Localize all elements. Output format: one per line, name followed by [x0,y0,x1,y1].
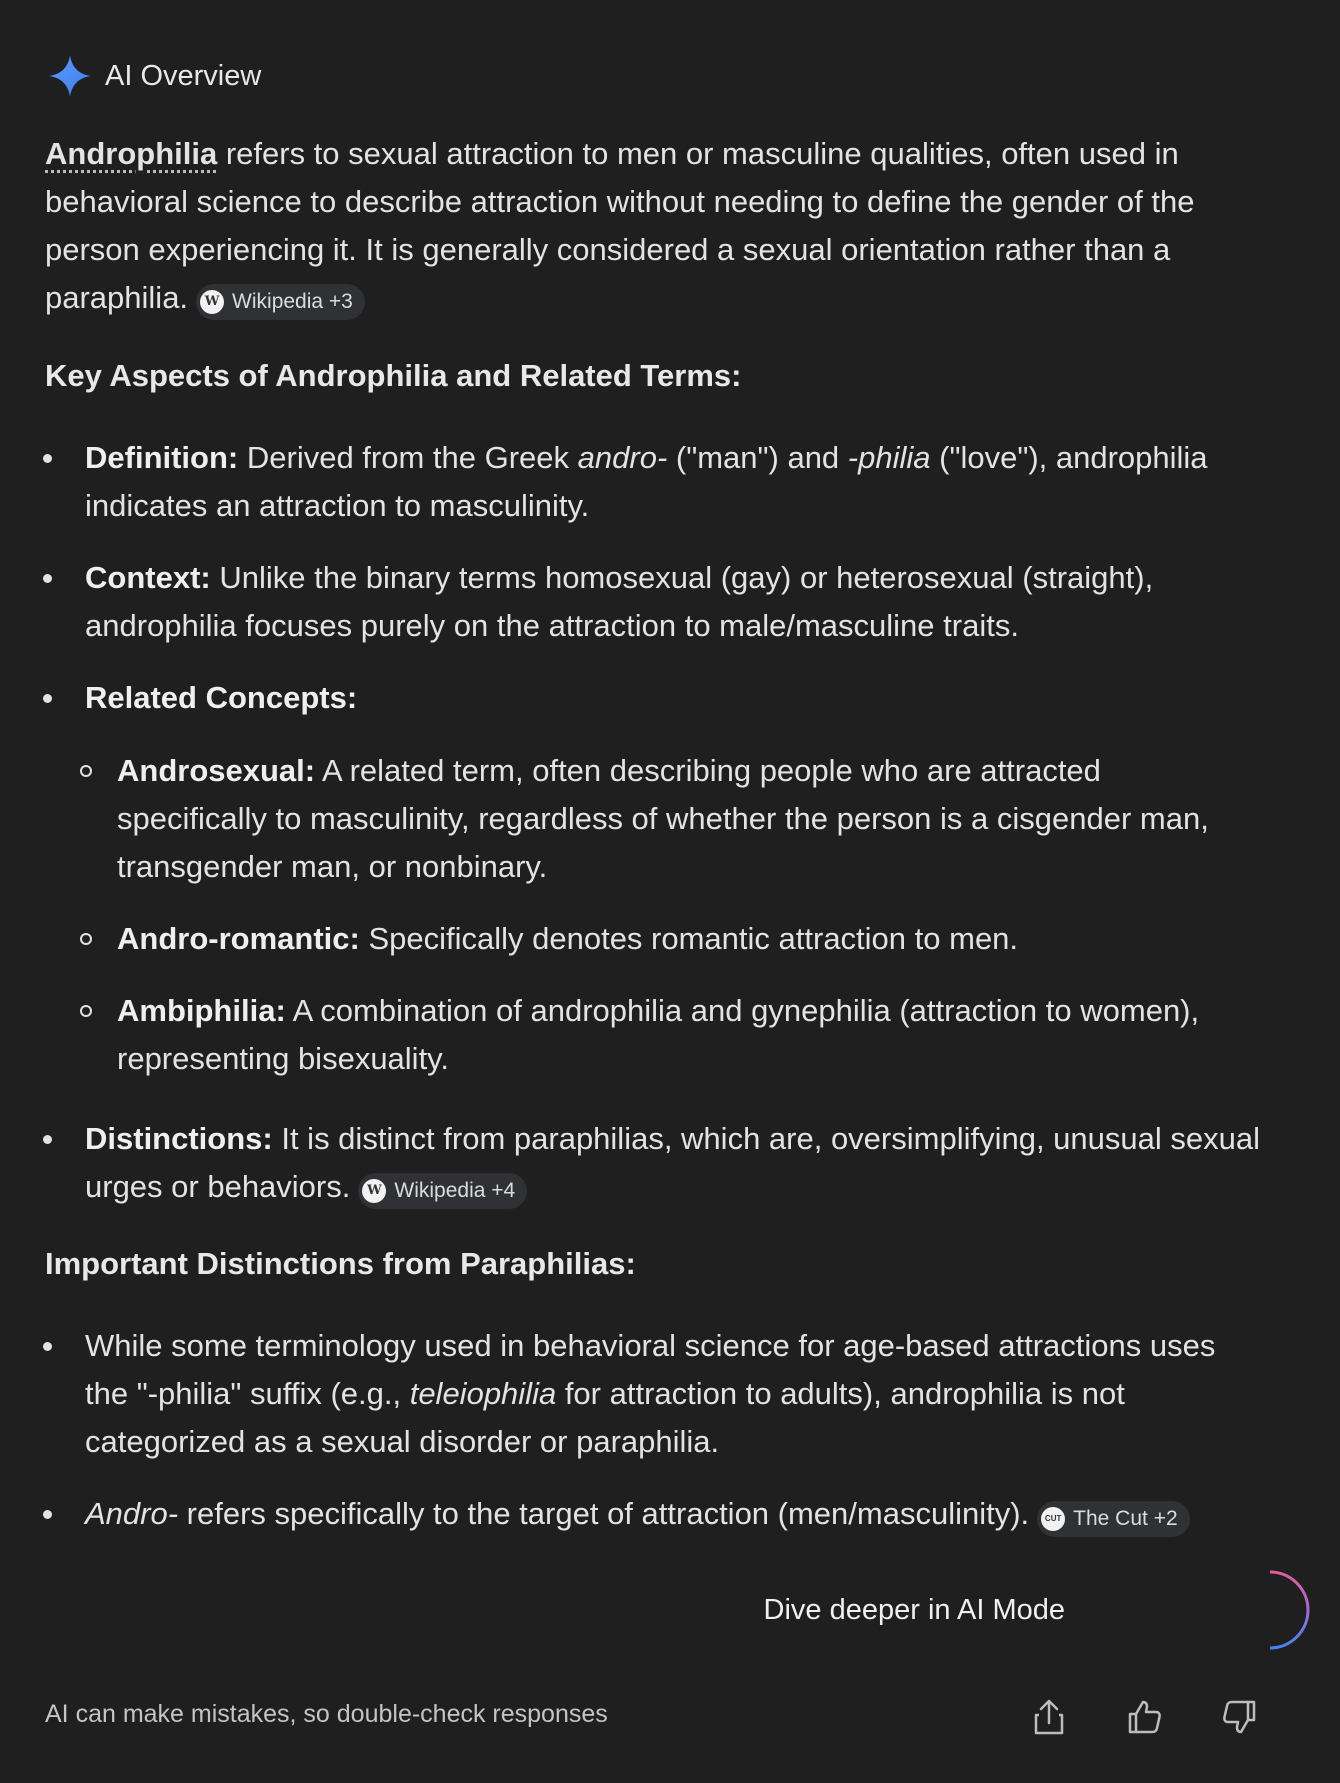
bullet-icon [43,574,52,583]
term-link-androphilia[interactable]: Androphilia [45,136,218,171]
ai-overview-header [45,52,261,100]
source-chip-the-cut[interactable]: CUT The Cut +2 [1037,1501,1189,1537]
share-icon[interactable] [1027,1695,1071,1739]
thumbs-up-icon[interactable] [1122,1695,1166,1739]
bullet-icon [43,1342,52,1351]
disclaimer-text: AI can make mistakes, so double-check responses [45,1700,608,1728]
the-cut-icon: CUT [1041,1507,1065,1531]
bullet-icon [43,694,52,703]
list-item-andro-prefix: Andro- refers specifically to the target of attraction (men/masculinity). CUT The Cut +2 [85,1490,1335,1538]
gemini-sparkle-icon [47,53,93,99]
thumbs-down-icon[interactable] [1218,1695,1262,1739]
list-item-distinctions: Distinctions: It is distinct from paraphilias, which are, oversimplifying, unusual sexual urges or behaviors. W Wikipedia +4 [85,1115,1335,1211]
section-heading-key-aspects: Key Aspects of Androphilia and Related Terms: [45,358,742,393]
section-heading-important-distinctions: Important Distinctions from Paraphilias: [45,1246,636,1281]
dive-deeper-ai-mode-button[interactable]: Dive deeper in AI Mode [590,1570,1310,1650]
sub-bullet-icon [80,765,92,777]
sub-item-androsexual: Androsexual: A related term, often describing people who are attracted specifically to masculinity, regardless of whether the person is a cisgender man, transgender man, or nonbinary. [117,753,1209,884]
sub-item-ambiphilia: Ambiphilia: A combination of androphilia and gynephilia (attraction to women), representing bisexuality. [117,993,1200,1076]
source-chip-wikipedia[interactable]: W Wikipedia +4 [358,1173,527,1209]
list-item-context: Context: Unlike the binary terms homosexual (gay) or heterosexual (straight), androphilia focuses purely on the attraction to male/masculine traits. [85,560,1154,643]
bullet-icon [43,454,52,463]
bullet-icon [43,1510,52,1519]
list-item-related-concepts: Related Concepts: [85,680,358,715]
ai-overview-title: AI Overview [105,59,262,92]
wikipedia-icon: W [362,1179,386,1203]
sub-bullet-icon [80,1005,92,1017]
intro-paragraph: Androphilia refers to sexual attraction to men or masculine qualities, often used in behavioral science to describe attraction without needing to define the gender of the person experiencing it. It is generally considered a sexual orientation rather than a paraphilia. W Wikipedia +3 [45,130,1295,322]
list-item-terminology: While some terminology used in behavioral science for age-based attractions uses the "-philia" suffix (e.g., teleiophilia for attraction to adults), androphilia is not categorized as a sexual disorder or paraphilia. [85,1328,1216,1459]
sub-item-andro-romantic: Andro-romantic: Specifically denotes romantic attraction to men. [117,921,1019,956]
bullet-icon [43,1135,52,1144]
source-chip-wikipedia[interactable]: W Wikipedia +3 [196,284,365,320]
list-item-definition: Definition: Derived from the Greek andro- ("man") and -philia ("love"), androphilia indicates an attraction to masculinity. [85,440,1208,523]
sub-bullet-icon [80,933,92,945]
wikipedia-icon: W [200,290,224,314]
